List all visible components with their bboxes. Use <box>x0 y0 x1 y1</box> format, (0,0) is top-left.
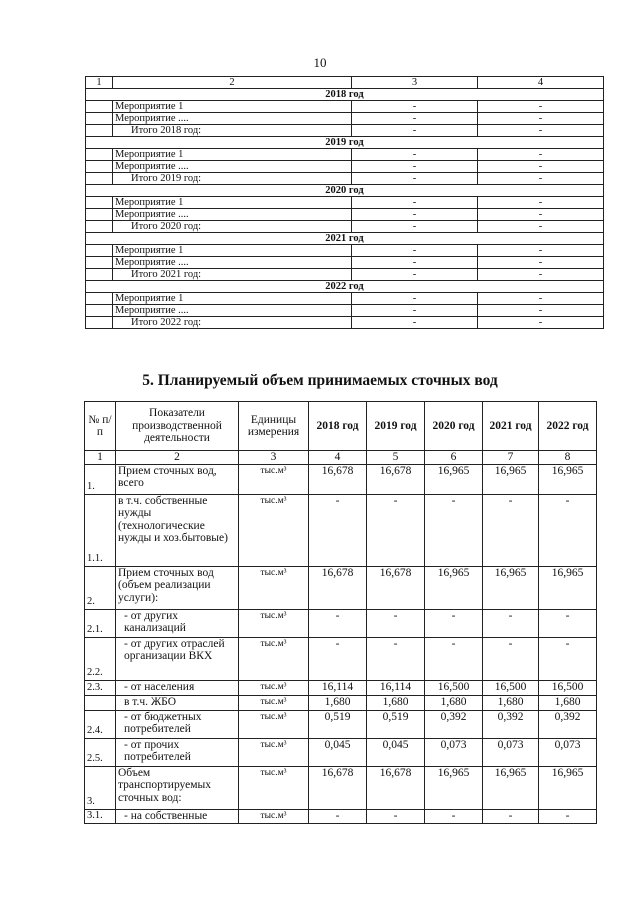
table1-index-cell <box>86 293 113 305</box>
table1-year-row <box>86 233 604 245</box>
table1-value-cell: - <box>352 125 478 137</box>
row-value: - <box>539 809 597 823</box>
row-unit: тыс.м³ <box>239 637 309 680</box>
row-indicator: - от других отраслей организации ВКХ <box>116 637 239 680</box>
table1-header-cell: 1 <box>86 77 113 89</box>
row-value: 16,678 <box>309 766 367 809</box>
row-unit: тыс.м³ <box>239 680 309 695</box>
table1-value-cell: - <box>352 269 478 281</box>
table1-index-cell <box>86 305 113 317</box>
header-year: 2020 год <box>425 402 483 451</box>
row-indicator: Прием сточных вод, всего <box>116 464 239 494</box>
row-value: 0,045 <box>309 738 367 766</box>
table2-row <box>85 680 597 695</box>
row-value: 16,965 <box>483 766 539 809</box>
row-unit: тыс.м³ <box>239 494 309 566</box>
row-index: 2.5. <box>85 738 116 766</box>
table1-value-cell: - <box>478 317 604 329</box>
row-value: - <box>425 637 483 680</box>
column-number: 7 <box>483 451 539 465</box>
row-value: 16,114 <box>309 680 367 695</box>
table1-row <box>86 173 604 185</box>
table2-row <box>85 637 597 680</box>
table1-row <box>86 101 604 113</box>
row-indicator: в т.ч. собственные нужды (технологические нужды и хоз.бытовые) <box>116 494 239 566</box>
table1-value-cell: - <box>352 317 478 329</box>
table2-row <box>85 710 597 738</box>
table1-value-cell: - <box>352 149 478 161</box>
table1-row <box>86 125 604 137</box>
row-indicator: Прием сточных вод (объем реализации услуги): <box>116 566 239 609</box>
row-value: 16,965 <box>539 464 597 494</box>
row-indicator: - от бюджетных потребителей <box>116 710 239 738</box>
table1-index-cell <box>86 101 113 113</box>
row-value: - <box>425 809 483 823</box>
table1-row <box>86 245 604 257</box>
row-unit: тыс.м³ <box>239 710 309 738</box>
table1-row <box>86 221 604 233</box>
table1-label-cell: Итого 2020 год: <box>113 221 352 233</box>
table1-value-cell: - <box>478 113 604 125</box>
year-heading: 2020 год <box>86 185 604 197</box>
table1-label-cell: Мероприятие 1 <box>113 245 352 257</box>
row-indicator: - от прочих потребителей <box>116 738 239 766</box>
table1-value-cell: - <box>352 161 478 173</box>
table1-index-cell <box>86 269 113 281</box>
column-number: 1 <box>85 451 116 465</box>
table1-value-cell: - <box>478 257 604 269</box>
table1-label-cell: Мероприятие .... <box>113 209 352 221</box>
row-index: 3.1. <box>85 809 116 823</box>
row-value: - <box>367 494 425 566</box>
row-value: 16,965 <box>483 566 539 609</box>
table1-label-cell: Мероприятие .... <box>113 257 352 269</box>
table1-header-cell: 2 <box>113 77 352 89</box>
year-heading: 2019 год <box>86 137 604 149</box>
table1-value-cell: - <box>352 209 478 221</box>
table1-value-cell: - <box>478 101 604 113</box>
table1-index-cell <box>86 149 113 161</box>
header-indicator: Показатели производственной деятельности <box>116 402 239 451</box>
table1-value-cell: - <box>478 149 604 161</box>
table1-value-cell: - <box>352 173 478 185</box>
table1-label-cell: Мероприятие .... <box>113 113 352 125</box>
table1-label-cell: Итого 2018 год: <box>113 125 352 137</box>
page-number: 10 <box>313 55 327 70</box>
table1-year-row <box>86 89 604 101</box>
table1-row <box>86 149 604 161</box>
row-value: - <box>309 637 367 680</box>
table1-row <box>86 305 604 317</box>
row-unit: тыс.м³ <box>239 738 309 766</box>
column-number: 2 <box>116 451 239 465</box>
year-heading: 2022 год <box>86 281 604 293</box>
row-unit: тыс.м³ <box>239 809 309 823</box>
table1-value-cell: - <box>478 209 604 221</box>
row-value: 16,500 <box>539 680 597 695</box>
row-value: - <box>483 609 539 637</box>
row-value: 16,678 <box>367 766 425 809</box>
row-value: 16,678 <box>309 566 367 609</box>
row-value: - <box>425 609 483 637</box>
table1-header-cell: 3 <box>352 77 478 89</box>
row-value: 16,965 <box>425 766 483 809</box>
header-unit: Единицы измерения <box>239 402 309 451</box>
row-value: - <box>425 494 483 566</box>
table2-header-row <box>85 402 597 451</box>
row-indicator: - от других канализаций <box>116 609 239 637</box>
table2-row <box>85 766 597 809</box>
row-value: 1,680 <box>309 695 367 710</box>
table1-index-cell <box>86 113 113 125</box>
table1-label-cell: Мероприятие 1 <box>113 197 352 209</box>
row-unit: тыс.м³ <box>239 766 309 809</box>
row-value: 0,392 <box>539 710 597 738</box>
table1-index-cell <box>86 197 113 209</box>
row-index: 3. <box>85 766 116 809</box>
row-value: 0,519 <box>367 710 425 738</box>
table1-index-cell <box>86 221 113 233</box>
row-index <box>85 695 116 710</box>
row-value: 0,073 <box>539 738 597 766</box>
row-value: 16,965 <box>483 464 539 494</box>
row-value: 16,678 <box>367 464 425 494</box>
table1-year-row <box>86 137 604 149</box>
row-value: - <box>483 637 539 680</box>
row-unit: тыс.м³ <box>239 609 309 637</box>
row-unit: тыс.м³ <box>239 566 309 609</box>
row-value: 0,392 <box>483 710 539 738</box>
table2-column-numbers <box>85 451 597 465</box>
row-unit: тыс.м³ <box>239 464 309 494</box>
table1-index-cell <box>86 173 113 185</box>
table2-row <box>85 566 597 609</box>
table1-value-cell: - <box>352 305 478 317</box>
table2-row <box>85 494 597 566</box>
table1-row <box>86 113 604 125</box>
table1-year-row <box>86 281 604 293</box>
row-value: - <box>309 494 367 566</box>
row-value: - <box>539 609 597 637</box>
header-year: 2021 год <box>483 402 539 451</box>
row-value: - <box>367 637 425 680</box>
table1-value-cell: - <box>352 197 478 209</box>
row-unit: тыс.м³ <box>239 695 309 710</box>
row-value: - <box>309 609 367 637</box>
table1-row <box>86 317 604 329</box>
row-index: 2.1. <box>85 609 116 637</box>
row-value: - <box>309 809 367 823</box>
table1-label-cell: Итого 2021 год: <box>113 269 352 281</box>
table1-row <box>86 293 604 305</box>
table1-label-cell: Мероприятие .... <box>113 305 352 317</box>
header-year: 2022 год <box>539 402 597 451</box>
row-value: 0,073 <box>425 738 483 766</box>
table1-label-cell: Итого 2019 год: <box>113 173 352 185</box>
header-year: 2018 год <box>309 402 367 451</box>
table1-row <box>86 257 604 269</box>
row-index: 2.2. <box>85 637 116 680</box>
row-value: 16,965 <box>539 766 597 809</box>
table2-row <box>85 809 597 823</box>
table1-value-cell: - <box>352 245 478 257</box>
table1-row <box>86 269 604 281</box>
table1-value-cell: - <box>478 221 604 233</box>
events-table <box>85 76 604 329</box>
row-value: - <box>539 494 597 566</box>
table2-row <box>85 695 597 710</box>
section-title: 5. Планируемый объем принимаемых сточных вод <box>142 372 498 389</box>
row-value: 16,500 <box>425 680 483 695</box>
column-number: 4 <box>309 451 367 465</box>
table1-row <box>86 197 604 209</box>
table1-value-cell: - <box>352 293 478 305</box>
row-value: - <box>367 809 425 823</box>
row-value: - <box>483 809 539 823</box>
row-indicator: Объем транспортируемых сточных вод: <box>116 766 239 809</box>
row-value: 16,965 <box>539 566 597 609</box>
table1-value-cell: - <box>478 245 604 257</box>
row-indicator: в т.ч. ЖБО <box>116 695 239 710</box>
table1-value-cell: - <box>352 257 478 269</box>
header-num: № п/п <box>85 402 116 451</box>
row-value: 16,965 <box>425 566 483 609</box>
row-index: 2. <box>85 566 116 609</box>
table1-value-cell: - <box>478 161 604 173</box>
row-index: 1.1. <box>85 494 116 566</box>
table1-value-cell: - <box>478 197 604 209</box>
table1-value-cell: - <box>352 221 478 233</box>
row-value: 0,045 <box>367 738 425 766</box>
table1-label-cell: Мероприятие .... <box>113 161 352 173</box>
table1-value-cell: - <box>478 269 604 281</box>
table1-value-cell: - <box>352 101 478 113</box>
table1-label-cell: Мероприятие 1 <box>113 149 352 161</box>
row-index: 2.3. <box>85 680 116 695</box>
year-heading: 2018 год <box>86 89 604 101</box>
row-value: 1,680 <box>483 695 539 710</box>
row-indicator: - на собственные <box>116 809 239 823</box>
row-value: 16,965 <box>425 464 483 494</box>
row-indicator: - от населения <box>116 680 239 695</box>
row-value: 0,519 <box>309 710 367 738</box>
row-value: - <box>539 637 597 680</box>
row-value: 1,680 <box>539 695 597 710</box>
table1-index-cell <box>86 317 113 329</box>
row-value: - <box>367 609 425 637</box>
table1-year-row <box>86 185 604 197</box>
header-year: 2019 год <box>367 402 425 451</box>
table1-label-cell: Итого 2022 год: <box>113 317 352 329</box>
row-index: 1. <box>85 464 116 494</box>
row-value: 16,678 <box>367 566 425 609</box>
table1-index-cell <box>86 245 113 257</box>
row-value: - <box>483 494 539 566</box>
table1-label-cell: Мероприятие 1 <box>113 101 352 113</box>
row-value: 0,392 <box>425 710 483 738</box>
column-number: 5 <box>367 451 425 465</box>
column-number: 3 <box>239 451 309 465</box>
table1-row <box>86 209 604 221</box>
table1-value-cell: - <box>352 113 478 125</box>
table1-index-cell <box>86 209 113 221</box>
row-value: 16,114 <box>367 680 425 695</box>
row-index: 2.4. <box>85 710 116 738</box>
column-number: 8 <box>539 451 597 465</box>
table1-index-cell <box>86 257 113 269</box>
table2-row <box>85 738 597 766</box>
wastewater-volume-table <box>84 401 597 824</box>
row-value: 1,680 <box>425 695 483 710</box>
table1-value-cell: - <box>478 305 604 317</box>
table1-value-cell: - <box>478 173 604 185</box>
table1-header-cell: 4 <box>478 77 604 89</box>
column-number: 6 <box>425 451 483 465</box>
table1-header-row <box>86 77 604 89</box>
row-value: 16,678 <box>309 464 367 494</box>
year-heading: 2021 год <box>86 233 604 245</box>
table2-row <box>85 464 597 494</box>
row-value: 0,073 <box>483 738 539 766</box>
table1-row <box>86 161 604 173</box>
table2-row <box>85 609 597 637</box>
table1-label-cell: Мероприятие 1 <box>113 293 352 305</box>
table1-index-cell <box>86 125 113 137</box>
table1-index-cell <box>86 161 113 173</box>
row-value: 1,680 <box>367 695 425 710</box>
table1-value-cell: - <box>478 125 604 137</box>
row-value: 16,500 <box>483 680 539 695</box>
table1-value-cell: - <box>478 293 604 305</box>
